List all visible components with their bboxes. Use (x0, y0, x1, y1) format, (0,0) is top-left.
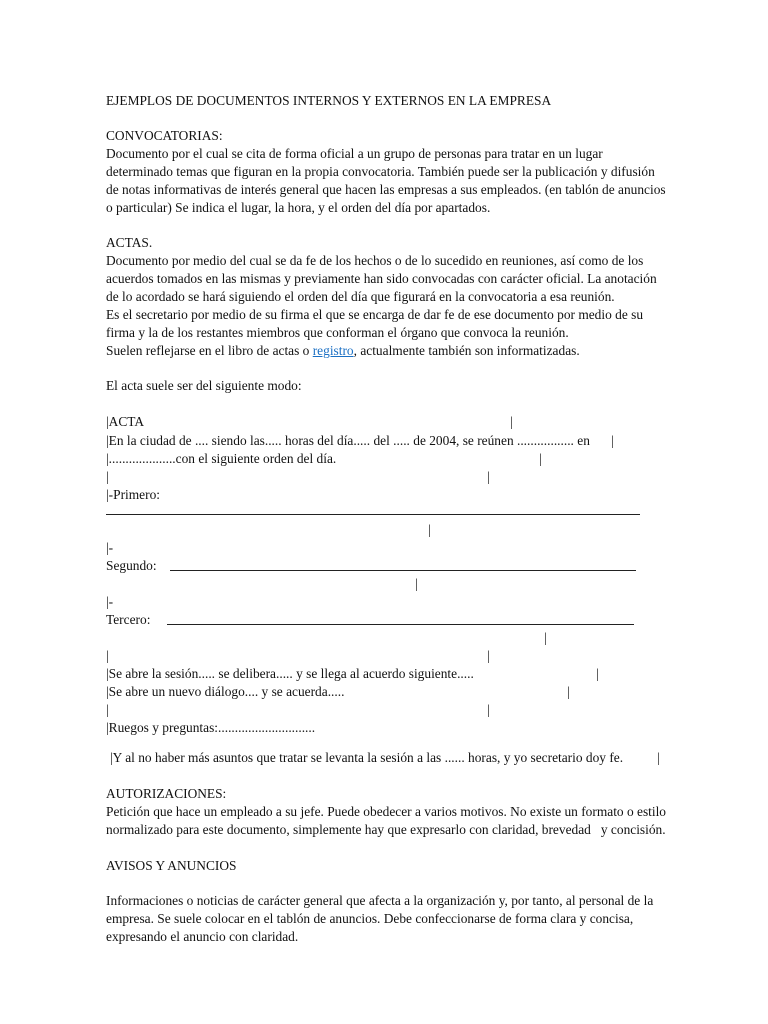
actas-registro-line (106, 342, 580, 360)
form-orden-line: |....................con el siguiente orden del día. (106, 451, 337, 466)
form-bar: | (544, 630, 547, 645)
form-bar: | (106, 648, 109, 663)
form-bar: | (415, 576, 418, 591)
form-acta-line: |ACTA (106, 414, 145, 429)
registro-text-before: Suelen reflejarse en el libro de actas o (106, 343, 313, 358)
form-bar: | (487, 702, 490, 717)
form-bar: | (487, 469, 490, 484)
actas-heading: ACTAS. (106, 235, 153, 250)
actas-line: acuerdos tomados en las mismas y previamente han sido convocadas con carácter oficial. La anotación (106, 271, 657, 286)
form-bar: | (106, 469, 109, 484)
acta-modo-line: El acta suele ser del siguiente modo: (106, 378, 302, 393)
form-primero-label: |-Primero: (106, 487, 161, 502)
form-ciudad-line: |En la ciudad de .... siendo las..... horas del día..... del ..... de 2004, se reúnen ................. en (106, 433, 590, 448)
convocatorias-line: determinado temas que figuran en la propia convocatoria. También puede ser la publicación y difusión (106, 164, 655, 179)
primero-underline (106, 514, 640, 515)
form-bar: | (567, 684, 570, 699)
form-bar: | (428, 522, 431, 537)
form-dialogo-line: |Se abre un nuevo diálogo.... y se acuerda..... (106, 684, 345, 699)
actas-line: Documento por medio del cual se da fe de los hechos o de lo sucedido en reuniones, así como de los (106, 253, 644, 268)
form-ruegos-line: |Ruegos y preguntas:............................. (106, 720, 316, 735)
convocatorias-line: Documento por el cual se cita de forma oficial a un grupo de personas para tratar en un lugar (106, 146, 603, 161)
autorizaciones-line: normalizado para este documento, simplemente hay que expresarlo con claridad, brevedad y concisión. (106, 822, 666, 837)
autorizaciones-line: Petición que hace un empleado a su jefe. Puede obedecer a varios motivos. No existe un formato o estilo (106, 804, 667, 819)
form-bar: | (611, 433, 614, 448)
form-bar: | (596, 666, 599, 681)
segundo-underline (170, 570, 636, 571)
form-bar: | (510, 414, 513, 429)
form-dash: |- (106, 540, 114, 555)
avisos-heading: AVISOS Y ANUNCIOS (106, 858, 237, 873)
form-bar: | (106, 702, 109, 717)
form-dash: |- (106, 594, 114, 609)
actas-line: de lo acordado se hará siguiendo el orden del día que figurará en la convocatoria a esa reunión. (106, 289, 615, 304)
form-tercero-label: Tercero: (106, 612, 151, 627)
actas-line: Es el secretario por medio de su firma el que se encarga de dar fe de ese documento por medio de su (106, 307, 644, 322)
registro-text-after: , actualmente también son informatizadas. (353, 343, 580, 358)
form-bar: | (487, 648, 490, 663)
avisos-line: empresa. Se suele colocar en el tablón de anuncios. Debe confeccionarse de forma clara y concisa, (106, 911, 634, 926)
avisos-line: expresando el anuncio con claridad. (106, 929, 299, 944)
form-bar: | (657, 750, 660, 765)
actas-line: firma y la de los restantes miembros que conforman el órgano que convoca la reunión. (106, 325, 569, 340)
convocatorias-line: o particular) Se indica el lugar, la hora, y el orden del día por apartados. (106, 200, 491, 215)
form-cierre-line: |Y al no haber más asuntos que tratar se levanta la sesión a las ...... horas, y yo secretario doy fe. (110, 750, 624, 765)
form-segundo-label: Segundo: (106, 558, 157, 573)
convocatorias-line: de notas informativas de interés general que hacen las empresas a sus empleados. (en tablón de anuncios (106, 182, 666, 197)
convocatorias-heading: CONVOCATORIAS: (106, 128, 223, 143)
avisos-line: Informaciones o noticias de carácter general que afecta a la organización y, por tanto, al personal de la (106, 893, 654, 908)
form-sesion-line: |Se abre la sesión..... se delibera..... y se llega al acuerdo siguiente..... (106, 666, 474, 681)
form-bar: | (539, 451, 542, 466)
tercero-underline (167, 624, 634, 625)
registro-link[interactable]: registro (312, 343, 354, 358)
document-title: EJEMPLOS DE DOCUMENTOS INTERNOS Y EXTERNOS EN LA EMPRESA (106, 93, 552, 108)
autorizaciones-heading: AUTORIZACIONES: (106, 786, 227, 801)
